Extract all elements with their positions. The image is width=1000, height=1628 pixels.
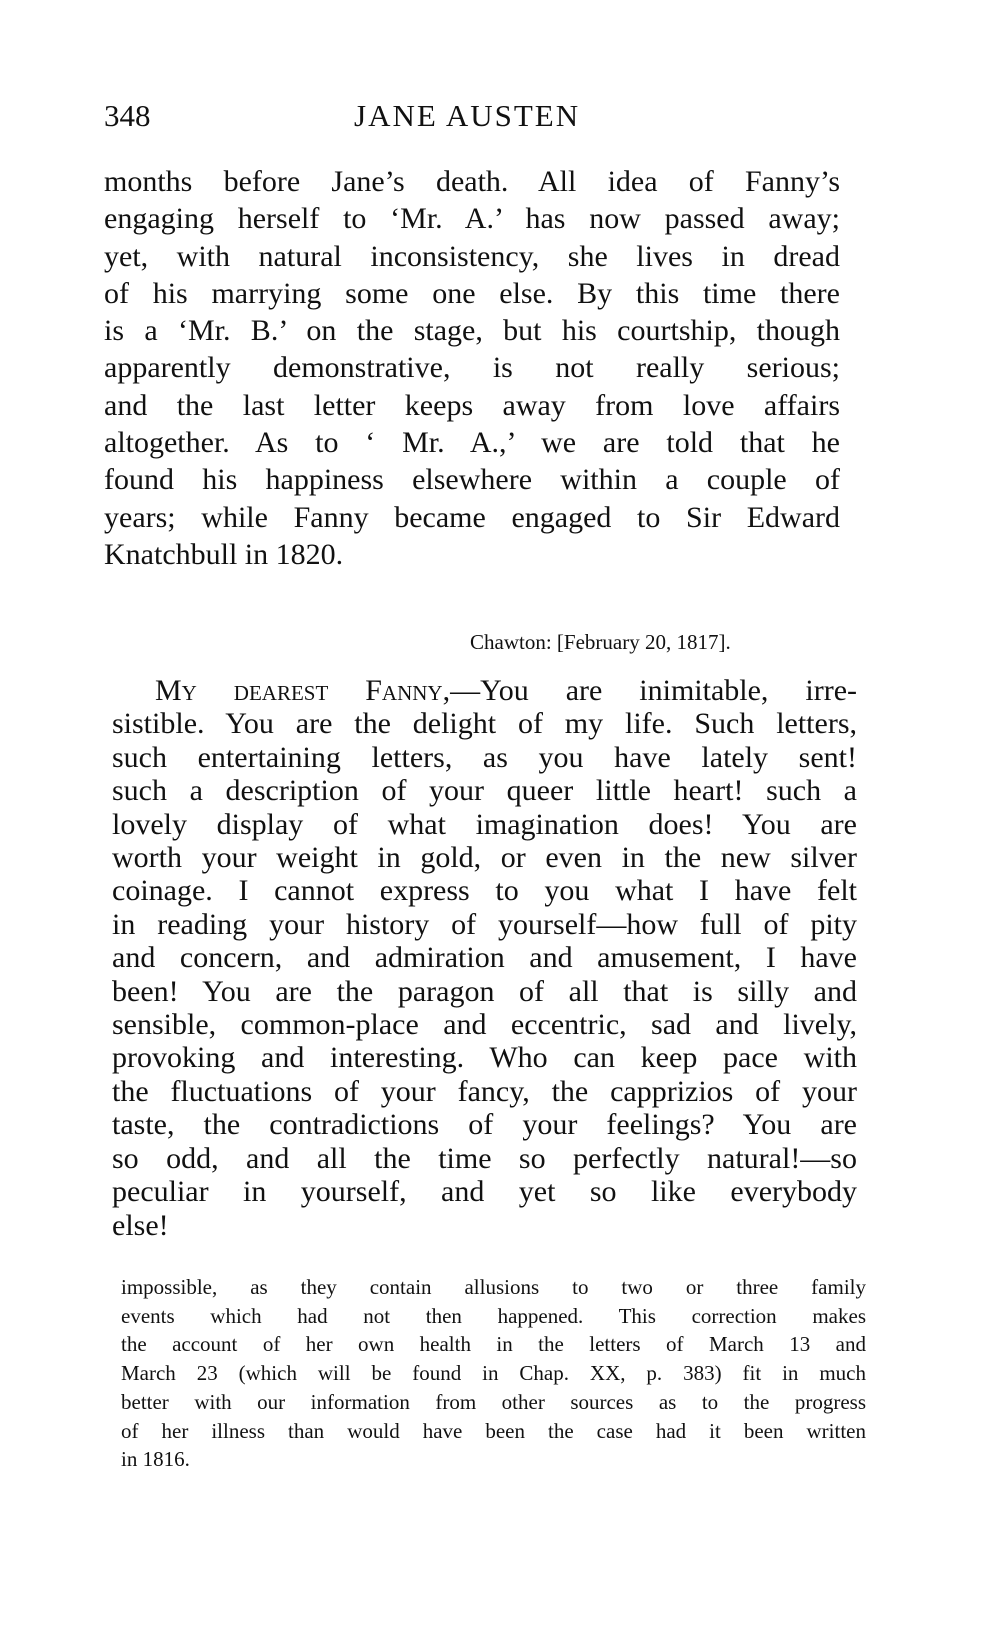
text-line: yet, with natural inconsistency, she lives in dread bbox=[104, 239, 840, 273]
text-line: is a ‘Mr. B.’ on the stage, but his courtship, though bbox=[104, 314, 840, 348]
footnote-line: of her illness than would have been the case had it been written bbox=[121, 1418, 866, 1443]
letter-first-line-text: —You are inimitable, irre- bbox=[450, 674, 857, 707]
page-number: 348 bbox=[104, 98, 151, 133]
footnote-line: better with our information from other sources as to the progress bbox=[121, 1389, 866, 1414]
text-line: taste, the contradictions of your feelings? You are bbox=[112, 1108, 857, 1142]
text-line: the fluctuations of your fancy, the capprizios of your bbox=[112, 1074, 857, 1108]
text-line: engaging herself to ‘Mr. A.’ has now passed away; bbox=[104, 202, 840, 236]
text-line: apparently demonstrative, is not really serious; bbox=[104, 351, 840, 385]
text-line: Knatchbull in 1820. bbox=[104, 537, 344, 571]
text-line: months before Jane’s death. All idea of Fanny’s bbox=[104, 165, 840, 198]
letter-dateline: Chawton: [February 20, 1817]. bbox=[470, 630, 731, 654]
text-line: such entertaining letters, as you have lately sent! bbox=[112, 740, 857, 774]
page-header bbox=[104, 94, 864, 138]
footnote-line: events which had not then happened. This correction makes bbox=[121, 1303, 866, 1328]
text-line: in reading your history of yourself—how full of pity bbox=[112, 907, 857, 941]
letter-first-line bbox=[112, 674, 857, 707]
footnote-line: in 1816. bbox=[121, 1447, 190, 1472]
text-line: of his marrying some one else. By this time there bbox=[104, 276, 840, 310]
footnote-line: impossible, as they contain allusions to two or three family bbox=[121, 1275, 866, 1299]
text-line: years; while Fanny became engaged to Sir Edward bbox=[104, 500, 840, 534]
text-line: so odd, and all the time so perfectly natural!—so bbox=[112, 1141, 857, 1175]
text-line: sistible. You are the delight of my life. Such letters, bbox=[112, 707, 857, 741]
text-line: and concern, and admiration and amusement, I have bbox=[112, 941, 857, 975]
footnote bbox=[121, 1273, 866, 1474]
text-line: altogether. As to ‘ Mr. A.,’ we are told that he bbox=[104, 426, 840, 460]
footnote-line: March 23 (which will be found in Chap. XX, p. 383) fit in much bbox=[121, 1361, 866, 1386]
text-line: such a description of your queer little heart! such a bbox=[112, 774, 857, 808]
letter-body bbox=[112, 674, 857, 1242]
letter-greeting: My dearest Fanny, bbox=[155, 674, 451, 707]
text-line: worth your weight in gold, or even in the new silver bbox=[112, 841, 857, 875]
text-line: coinage. I cannot express to you what I have felt bbox=[112, 874, 857, 908]
text-line: else! bbox=[112, 1208, 169, 1242]
text-line: provoking and interesting. Who can keep pace with bbox=[112, 1041, 857, 1075]
text-line: sensible, common-place and eccentric, sad and lively, bbox=[112, 1008, 857, 1042]
footnote-line: the account of her own health in the letters of March 13 and bbox=[121, 1332, 866, 1357]
running-title: JANE AUSTEN bbox=[354, 98, 581, 133]
text-line: found his happiness elsewhere within a couple of bbox=[104, 463, 840, 497]
intro-paragraph bbox=[104, 163, 840, 573]
text-line: been! You are the paragon of all that is silly and bbox=[112, 974, 857, 1008]
text-line: lovely display of what imagination does! You are bbox=[112, 807, 857, 841]
text-line: and the last letter keeps away from love affairs bbox=[104, 388, 840, 422]
text-line: peculiar in yourself, and yet so like everybody bbox=[112, 1175, 857, 1209]
